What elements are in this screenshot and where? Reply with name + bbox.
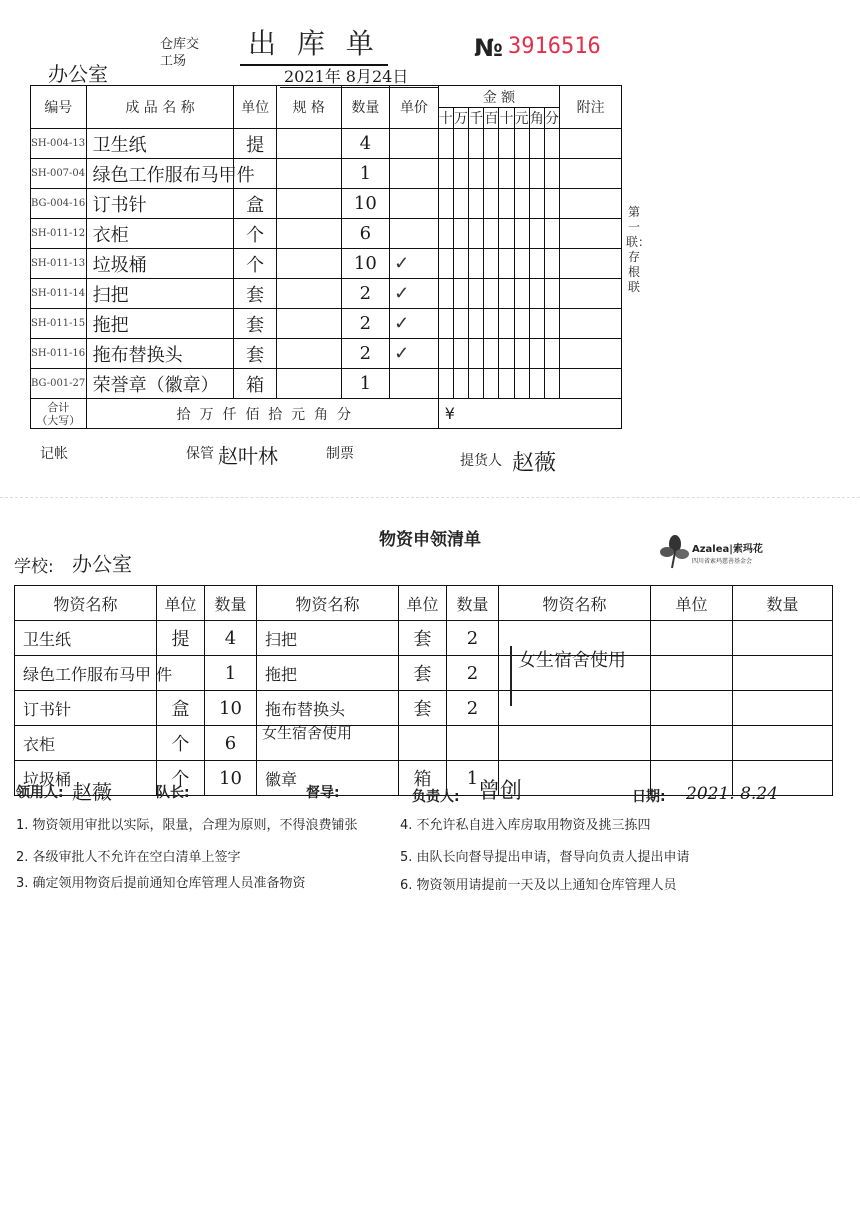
col-code: 编号 bbox=[31, 86, 87, 129]
amount-digit-cell bbox=[544, 279, 559, 309]
logo-text: Azalea|索玛花 bbox=[692, 544, 763, 555]
amount-digit-cell bbox=[544, 369, 559, 399]
slip-item-name: 扫把 bbox=[86, 279, 234, 309]
amount-digit-cell bbox=[438, 129, 453, 159]
req-col-header: 数量 bbox=[447, 586, 499, 621]
slip-code: SH-011-16 bbox=[31, 339, 87, 369]
slip-qty: 1 bbox=[341, 369, 390, 399]
dudao-label: 督导: bbox=[306, 785, 340, 801]
amount-digit-cell bbox=[499, 309, 514, 339]
slip-row bbox=[31, 249, 622, 279]
req-qty: 6 bbox=[205, 726, 257, 761]
amount-digit-cell bbox=[529, 219, 544, 249]
amount-digit-cell bbox=[469, 339, 484, 369]
req-col-header: 单位 bbox=[399, 586, 447, 621]
slip-note-cell bbox=[560, 189, 622, 219]
col-spec: 规 格 bbox=[276, 86, 341, 129]
req-unit: 套 bbox=[399, 691, 447, 726]
slip-unit: 套 bbox=[234, 279, 276, 309]
slip-unit: 套 bbox=[234, 309, 276, 339]
slip-code: SH-011-14 bbox=[31, 279, 87, 309]
azalea-flower-icon bbox=[660, 534, 690, 570]
req-qty bbox=[733, 656, 833, 691]
req-col-header: 物资名称 bbox=[257, 586, 399, 621]
req-item-name: 绿色工作服布马甲 件 bbox=[15, 656, 157, 691]
slip-qty: 4 bbox=[341, 129, 390, 159]
amount-digit-cell bbox=[453, 369, 468, 399]
dorm-annotation-right: 女生宿舍使用 bbox=[510, 646, 626, 706]
req-qty bbox=[447, 726, 499, 761]
amount-digit-cell bbox=[484, 369, 499, 399]
req-unit: 套 bbox=[399, 656, 447, 691]
amount-digit-cell bbox=[499, 279, 514, 309]
amount-digit-cell bbox=[514, 249, 529, 279]
amount-digit-cell bbox=[469, 249, 484, 279]
amount-digit-cell bbox=[544, 129, 559, 159]
amount-digit-cell bbox=[499, 369, 514, 399]
amount-digit-cell bbox=[438, 219, 453, 249]
fuze-signature: 曾创 bbox=[478, 779, 523, 804]
amount-digit-cell bbox=[499, 249, 514, 279]
digit-header: 十 bbox=[499, 108, 514, 129]
amount-digit-cell bbox=[544, 189, 559, 219]
amount-digit-cell bbox=[484, 129, 499, 159]
slip-qty: 10 bbox=[341, 189, 390, 219]
req-item-name: 卫生纸 bbox=[15, 621, 157, 656]
foundation-logo bbox=[660, 534, 790, 574]
baoguan-label: 保管 bbox=[186, 446, 214, 462]
amount-digit-cell bbox=[529, 279, 544, 309]
req-qty: 10 bbox=[205, 691, 257, 726]
slip-row bbox=[31, 219, 622, 249]
req-col-header: 物资名称 bbox=[499, 586, 651, 621]
amount-digit-cell bbox=[544, 249, 559, 279]
school-value: 办公室 bbox=[72, 552, 132, 576]
slip-row bbox=[31, 129, 622, 159]
req-col-header: 单位 bbox=[157, 586, 205, 621]
rule-3: 3. 确定领用物资后提前通知仓库管理人员准备物资 bbox=[16, 876, 306, 891]
amount-digit-cell bbox=[469, 189, 484, 219]
amount-digit-cell bbox=[514, 279, 529, 309]
amount-digit-cell bbox=[514, 369, 529, 399]
req-row bbox=[15, 691, 833, 726]
amount-digit-cell bbox=[544, 219, 559, 249]
dorm-annotation-mid: 女生宿舍使用 bbox=[262, 724, 353, 742]
req-row bbox=[15, 726, 833, 761]
req-qty bbox=[733, 691, 833, 726]
slip-title: 出 库 单 bbox=[240, 22, 388, 66]
slip-spec bbox=[276, 309, 341, 339]
slip-unit: 箱 bbox=[234, 369, 276, 399]
col-qty: 数量 bbox=[341, 86, 390, 129]
slip-spec bbox=[276, 369, 341, 399]
col-price: 单价 bbox=[390, 86, 439, 129]
amount-digit-cell bbox=[484, 309, 499, 339]
digit-header: 十 bbox=[438, 108, 453, 129]
req-unit: 套 bbox=[399, 621, 447, 656]
req-item-name: 拖把 bbox=[257, 656, 399, 691]
col-name: 成 品 名 称 bbox=[86, 86, 234, 129]
slip-spec bbox=[276, 159, 341, 189]
lingyong-signature: 赵薇 bbox=[72, 780, 112, 804]
amount-digit-cell bbox=[529, 159, 544, 189]
amount-digit-cell bbox=[438, 369, 453, 399]
req-qty: 10 bbox=[205, 761, 257, 796]
slip-qty: 2 bbox=[341, 309, 390, 339]
slip-spec bbox=[276, 279, 341, 309]
digit-header: 千 bbox=[469, 108, 484, 129]
amount-digit-cell bbox=[514, 219, 529, 249]
amount-digit-cell bbox=[469, 279, 484, 309]
col-unit: 单位 bbox=[234, 86, 276, 129]
slip-code: SH-007-04 bbox=[31, 159, 87, 189]
slip-check bbox=[390, 219, 439, 249]
amount-digit-cell bbox=[469, 129, 484, 159]
req-unit bbox=[399, 726, 447, 761]
school-label: 学校: bbox=[14, 557, 54, 577]
slip-row bbox=[31, 309, 622, 339]
slip-note-cell bbox=[560, 309, 622, 339]
amount-digit-cell bbox=[438, 339, 453, 369]
amount-digit-cell bbox=[499, 219, 514, 249]
req-item-name bbox=[499, 726, 651, 761]
slip-row bbox=[31, 369, 622, 399]
rule-6: 6. 物资领用请提前一天及以上通知仓库管理人员 bbox=[400, 878, 677, 893]
slip-spec bbox=[276, 129, 341, 159]
slip-unit: 套 bbox=[234, 339, 276, 369]
slip-note-cell bbox=[560, 279, 622, 309]
slip-unit: 提 bbox=[234, 129, 276, 159]
number-label: № bbox=[474, 34, 503, 62]
slip-check bbox=[390, 159, 439, 189]
amount-digit-cell bbox=[453, 249, 468, 279]
copy-label: 第一联：存根联 bbox=[626, 205, 651, 294]
slip-row bbox=[31, 279, 622, 309]
slip-check: ✓ bbox=[390, 249, 439, 279]
amount-digit-cell bbox=[453, 279, 468, 309]
amount-digit-cell bbox=[529, 309, 544, 339]
amount-digit-cell bbox=[484, 249, 499, 279]
rule-2: 2. 各级审批人不允许在空白清单上签字 bbox=[16, 850, 241, 865]
amount-digit-cell bbox=[514, 129, 529, 159]
slip-item-name: 拖把 bbox=[86, 309, 234, 339]
amount-digit-cell bbox=[453, 129, 468, 159]
slip-row bbox=[31, 159, 622, 189]
req-qty: 2 bbox=[447, 691, 499, 726]
slip-code: SH-011-12 bbox=[31, 219, 87, 249]
slip-item-name: 垃圾桶 bbox=[86, 249, 234, 279]
amount-digit-cell bbox=[484, 189, 499, 219]
req-item-name: 订书针 bbox=[15, 691, 157, 726]
digit-header: 元 bbox=[514, 108, 529, 129]
amount-digit-cell bbox=[469, 159, 484, 189]
req-qty bbox=[733, 621, 833, 656]
slip-note-cell bbox=[560, 129, 622, 159]
slip-spec bbox=[276, 189, 341, 219]
req-col-header: 数量 bbox=[733, 586, 833, 621]
slip-item-name: 订书针 bbox=[86, 189, 234, 219]
digit-header: 万 bbox=[453, 108, 468, 129]
amount-digit-cell bbox=[544, 159, 559, 189]
zhipiao-label: 制票 bbox=[326, 446, 354, 462]
slip-code: SH-004-13 bbox=[31, 129, 87, 159]
amount-digit-cell bbox=[514, 159, 529, 189]
amount-digit-cell bbox=[438, 249, 453, 279]
slip-spec bbox=[276, 219, 341, 249]
slip-check bbox=[390, 129, 439, 159]
amount-digit-cell bbox=[484, 159, 499, 189]
amount-digit-cell bbox=[499, 159, 514, 189]
section-divider bbox=[0, 497, 860, 498]
amount-digit-cell bbox=[499, 339, 514, 369]
slip-code: BG-004-16 bbox=[31, 189, 87, 219]
slip-spec bbox=[276, 249, 341, 279]
slip-unit: 个 bbox=[234, 219, 276, 249]
amount-digit-cell bbox=[529, 249, 544, 279]
amount-digit-cell bbox=[514, 339, 529, 369]
digit-header: 分 bbox=[544, 108, 559, 129]
amount-digit-cell bbox=[544, 339, 559, 369]
amount-digit-cell bbox=[469, 369, 484, 399]
req-qty: 4 bbox=[205, 621, 257, 656]
amount-digit-cell bbox=[544, 309, 559, 339]
col-note: 附注 bbox=[560, 86, 622, 129]
req-unit: 个 bbox=[157, 761, 205, 796]
slip-item-name: 荣誉章（徽章） bbox=[86, 369, 234, 399]
amount-digit-cell bbox=[514, 309, 529, 339]
logo-subtext: 四川省索玛慈善基金会 bbox=[692, 558, 753, 565]
amount-digit-cell bbox=[529, 189, 544, 219]
slip-qty: 10 bbox=[341, 249, 390, 279]
jizhang-label: 记帐 bbox=[40, 446, 68, 462]
slip-row bbox=[31, 189, 622, 219]
req-qty bbox=[733, 726, 833, 761]
date-value: 2021. 8.24 bbox=[686, 784, 778, 804]
amount-digit-cell bbox=[499, 129, 514, 159]
digit-header: 百 bbox=[484, 108, 499, 129]
date-label: 日期: bbox=[632, 789, 666, 805]
slip-code: SH-011-13 bbox=[31, 249, 87, 279]
slip-qty: 6 bbox=[341, 219, 390, 249]
req-col-header: 物资名称 bbox=[15, 586, 157, 621]
slip-qty: 2 bbox=[341, 339, 390, 369]
digit-header: 角 bbox=[529, 108, 544, 129]
req-header-row bbox=[15, 586, 833, 621]
slip-note-cell bbox=[560, 159, 622, 189]
amount-digit-cell bbox=[469, 309, 484, 339]
slip-date: 2021年 8月24日 bbox=[280, 64, 438, 88]
department: 办公室 bbox=[48, 62, 108, 86]
slip-row bbox=[31, 339, 622, 369]
amount-digit-cell bbox=[484, 279, 499, 309]
req-item-name: 衣柜 bbox=[15, 726, 157, 761]
slip-check: ✓ bbox=[390, 279, 439, 309]
duizhang-label: 队长: bbox=[156, 785, 190, 801]
slip-note-cell bbox=[560, 219, 622, 249]
slip-note-cell bbox=[560, 339, 622, 369]
req-unit bbox=[651, 726, 733, 761]
slip-qty: 2 bbox=[341, 279, 390, 309]
fuze-label: 负责人: bbox=[412, 789, 460, 805]
req-col-header: 数量 bbox=[205, 586, 257, 621]
amount-digit-cell bbox=[453, 189, 468, 219]
amount-digit-cell bbox=[499, 189, 514, 219]
slip-qty: 1 bbox=[341, 159, 390, 189]
amount-digit-cell bbox=[529, 129, 544, 159]
slip-check bbox=[390, 189, 439, 219]
req-unit: 箱 bbox=[399, 761, 447, 796]
amount-digit-cell bbox=[453, 339, 468, 369]
amount-digit-cell bbox=[514, 189, 529, 219]
slip-unit: 个 bbox=[234, 249, 276, 279]
req-unit bbox=[651, 656, 733, 691]
req-row bbox=[15, 656, 833, 691]
amount-digit-cell bbox=[438, 189, 453, 219]
amount-digit-cell bbox=[438, 279, 453, 309]
rule-5: 5. 由队长向督导提出申请，督导向负责人提出申请 bbox=[400, 850, 690, 865]
req-unit: 盒 bbox=[157, 691, 205, 726]
req-row bbox=[15, 621, 833, 656]
req-table bbox=[14, 585, 833, 796]
baoguan-signature: 赵叶林 bbox=[218, 444, 278, 468]
outbound-slip bbox=[30, 85, 622, 453]
amount-digit-cell bbox=[453, 219, 468, 249]
req-qty: 1 bbox=[205, 656, 257, 691]
slip-unit: 盒 bbox=[234, 189, 276, 219]
req-col-header: 单位 bbox=[651, 586, 733, 621]
req-qty: 1 bbox=[447, 761, 499, 796]
total-yen: ¥ bbox=[438, 399, 621, 429]
col-amount: 金 额 bbox=[438, 86, 559, 108]
req-qty: 2 bbox=[447, 621, 499, 656]
amount-digit-cell bbox=[453, 159, 468, 189]
amount-digit-cell bbox=[438, 159, 453, 189]
req-qty: 2 bbox=[447, 656, 499, 691]
req-unit: 个 bbox=[157, 726, 205, 761]
slip-item-name: 拖布替换头 bbox=[86, 339, 234, 369]
amount-digit-cell bbox=[529, 339, 544, 369]
req-unit: 提 bbox=[157, 621, 205, 656]
tihuoren-label: 提货人 bbox=[460, 453, 502, 469]
req-item-name: 徽章 bbox=[257, 761, 399, 796]
slip-item-name: 衣柜 bbox=[86, 219, 234, 249]
slip-spec bbox=[276, 339, 341, 369]
amount-digit-cell bbox=[453, 309, 468, 339]
slip-check: ✓ bbox=[390, 339, 439, 369]
slip-note-cell bbox=[560, 249, 622, 279]
amount-digit-cell bbox=[484, 219, 499, 249]
slip-number: 3916516 bbox=[508, 34, 601, 59]
slip-table bbox=[30, 85, 622, 429]
amount-digit-cell bbox=[484, 339, 499, 369]
tihuoren-signature: 赵薇 bbox=[512, 451, 557, 476]
total-label: 合计 （大写） bbox=[31, 399, 87, 429]
req-item-name: 拖布替换头 bbox=[257, 691, 399, 726]
warehouse-label: 仓库交 工场 bbox=[160, 37, 200, 69]
total-units: 拾 万 仟 佰 拾 元 角 分 bbox=[86, 399, 438, 429]
amount-digit-cell bbox=[469, 219, 484, 249]
req-unit bbox=[651, 691, 733, 726]
slip-code: SH-011-15 bbox=[31, 309, 87, 339]
lingyong-label: 领用人: bbox=[16, 785, 64, 801]
slip-note-cell bbox=[560, 369, 622, 399]
amount-digit-cell bbox=[438, 309, 453, 339]
slip-check: ✓ bbox=[390, 309, 439, 339]
slip-item-name: 卫生纸 bbox=[86, 129, 234, 159]
req-item-name: 垃圾桶 bbox=[15, 761, 157, 796]
slip-item-name: 绿色工作服布马甲件 bbox=[86, 159, 234, 189]
req-title: 物资申领清单 bbox=[379, 530, 481, 550]
req-unit bbox=[651, 621, 733, 656]
slip-check bbox=[390, 369, 439, 399]
slip-code: BG-001-27 bbox=[31, 369, 87, 399]
amount-digit-cell bbox=[529, 369, 544, 399]
rule-1: 1. 物资领用审批以实际，限量，合理为原则，不得浪费铺张 bbox=[16, 818, 358, 833]
rule-4: 4. 不允许私自进入库房取用物资及挑三拣四 bbox=[400, 818, 651, 833]
req-item-name: 扫把 bbox=[257, 621, 399, 656]
